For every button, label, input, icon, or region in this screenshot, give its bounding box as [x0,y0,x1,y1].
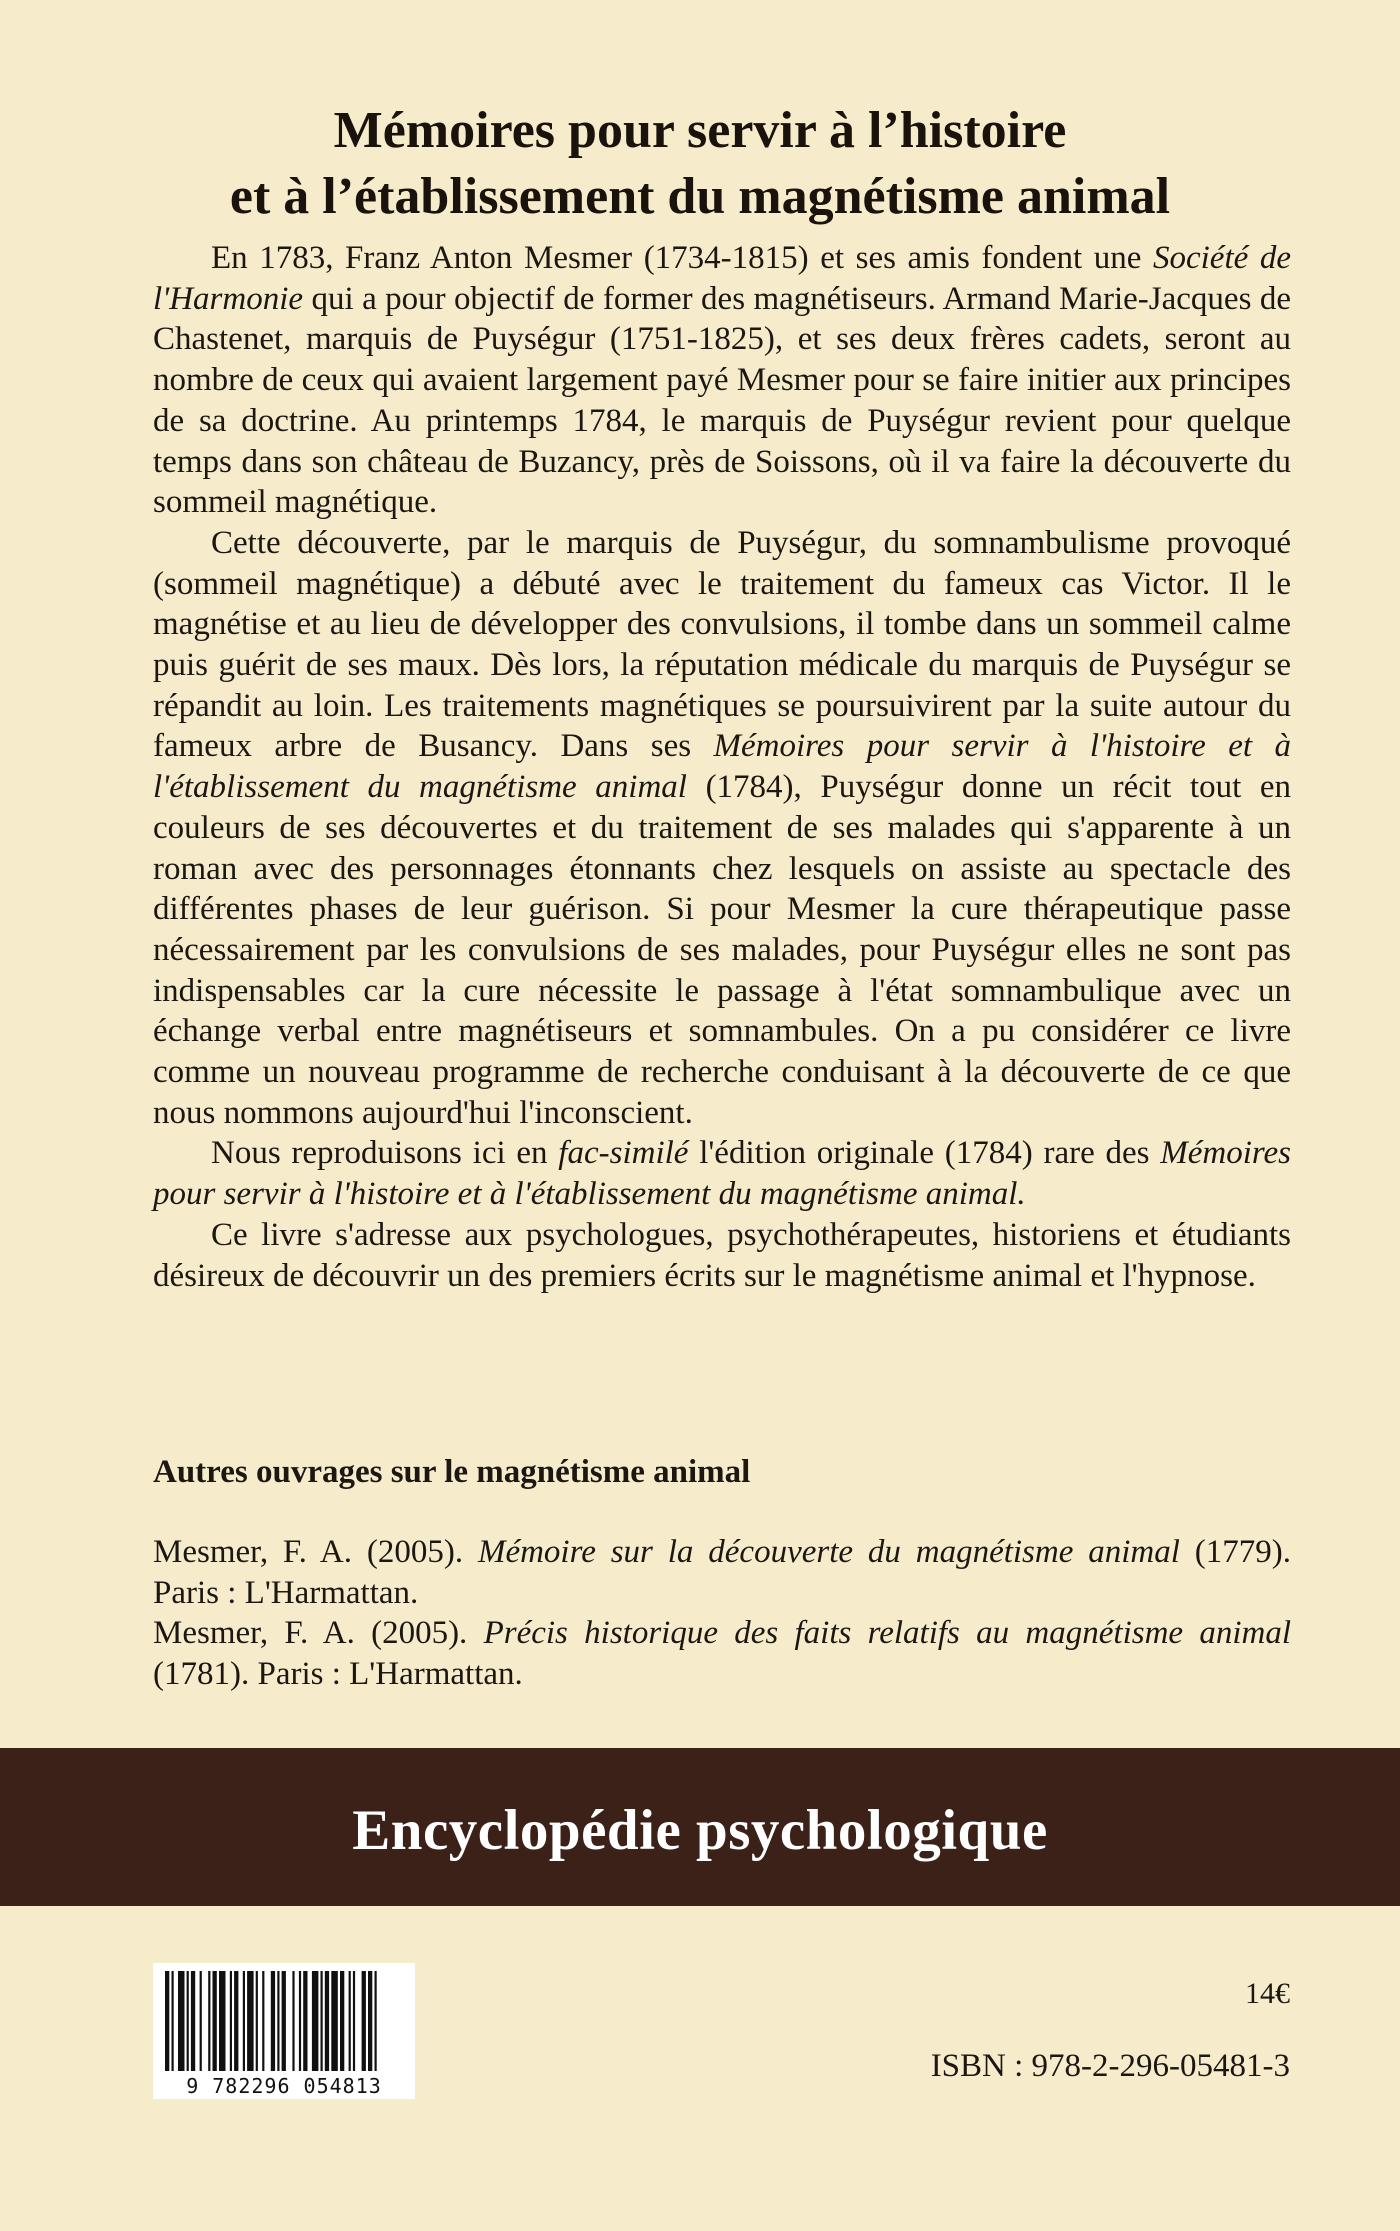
paragraph-2-text-c: (1784), Puységur donne un récit tout en couleurs de ses découvertes et du traitement de ses malades qui s'apparente à un roman avec des personnages étonnants chez lesquels on assiste au spectacle des différentes phases de leur guérison. Si pour Mesmer la cure thérapeutique passe nécessairement par les convulsions de ses malades, pour Puységur elles ne sont pas indispensables car la cure nécessite le passage à l'état somnambulique avec un échange verbal entre magnétiseurs et somnambules. On a pu considérer ce livre comme un nouveau programme de recherche conduisant à la découverte de ce que nous nommons aujourd'hui l'inconscient. [153,769,1291,1131]
other-works-list [153,1532,1291,1695]
barcode-bar [187,1971,189,2071]
barcode-bar [230,1971,232,2071]
reference-2-title: Précis historique des faits relatifs au magnétisme animal [483,1615,1291,1652]
paragraph-4: Ce livre s'adresse aux psychologues, psychothérapeutes, historiens et étudiants désireux de découvrir un des premiers écrits sur le magnétisme animal et l'hypnose. [153,1216,1291,1294]
blurb [153,238,1291,1296]
price: 14€ [1245,1977,1290,2010]
reference-2 [153,1613,1291,1694]
collection-title: Encyclopédie psychologique [352,1799,1048,1862]
barcode-bar [282,1971,286,2071]
paragraph-3-italic-d: Mémoires pour servir à l'histoire et à l'établissement du magnétisme animal. [153,1135,1291,1213]
reference-1-publisher: (1779). Paris : L'Harmattan. [153,1534,1291,1611]
cover-title [120,98,1280,230]
paragraph-1 [153,238,1291,523]
reference-1-title: Mémoire sur la découverte du magnétisme animal [477,1534,1180,1570]
reference-1 [153,1532,1291,1613]
barcode-bar [234,1971,238,2071]
title-line-1: Mémoires pour servir à l’histoire [333,102,1067,159]
barcode-bar [375,1971,377,2071]
barcode-bar [303,1971,307,2071]
barcode-bar [362,1971,366,2071]
barcode-bar [271,1971,275,2071]
paragraph-2-text-a: Cette découverte, par le marquis de Puységur, du somnambulisme provoqué (sommeil magnétique) a débuté avec le traitement du fameux cas Victor. Il le magnétise et au lieu de développer des convulsions, il tombe dans un sommeil calme puis guérit de ses maux. Dès lors, la réputation médicale du marquis de Puységur se répandit au loin. Les traitements magnétiques se poursuivirent par la suite autour du fameux arbre de Busancy. Dans ses [153,524,1291,765]
paragraph-3-text-c: l'édition originale (1784) rare des [688,1135,1161,1172]
barcode-bar [247,1971,254,2071]
barcode-bar [292,1971,294,2071]
barcode-bar [243,1971,245,2071]
barcode-bar [178,1971,185,2071]
barcode-bar [165,1971,169,2071]
paragraph-1-text-a: En 1783, Franz Anton Mesmer (1734-1815) et ses amis fondent une [211,240,1153,276]
barcode-bar [321,1971,323,2071]
barcode-bars [153,1963,415,2075]
barcode-bar [208,1971,210,2071]
barcode-bar [349,1971,351,2071]
isbn: ISBN : 978-2-296-05481-3 [930,2048,1290,2084]
other-works-heading: Autres ouvrages sur le magnétisme animal [153,1454,751,1490]
paragraph-2-italic: Mémoires pour servir à l'histoire et à l'établissement du magnétisme animal [153,728,1292,806]
barcode-bar [191,1971,195,2071]
barcode [153,1963,415,2099]
barcode-bar [340,1971,344,2071]
barcode-bar [325,1971,329,2071]
barcode-bar [312,1971,319,2071]
barcode-bar [353,1971,355,2071]
reference-2-publisher: (1781). Paris : L'Harmattan. [153,1656,523,1693]
barcode-bar [256,1971,258,2071]
paragraph-2 [153,523,1291,1134]
barcode-number: 9 782296 054813 [186,2074,382,2098]
barcode-bar [277,1971,279,2071]
paragraph-3 [153,1133,1291,1214]
barcode-bar [200,1971,202,2071]
reference-1-author: Mesmer, F. A. (2005). [153,1534,478,1570]
barcode-bar [262,1971,264,2071]
reference-2-author: Mesmer, F. A. (2005). [153,1615,484,1652]
barcode-bar [219,1971,226,2071]
paragraph-1-text-c: qui a pour objectif de former des magnétiseurs. Armand Marie-Jacques de Chastenet, marquis de Puységur (1751-1825), et ses deux frères cadets, seront au nombre de ceux qui avaient largement payé Mesmer pour se faire initier aux principes de sa doctrine. Au printemps 1784, le marquis de Puységur revient pour quelque temps dans son château de Buzancy, près de Soissons, où il va faire la découverte du sommeil magnétique. [153,280,1291,521]
paragraph-3-text-a: Nous reproduisons ici en [211,1135,559,1172]
barcode-bar [331,1971,338,2071]
paragraph-3-italic-b: fac-similé [558,1135,689,1172]
title-line-2: et à l’établissement du magnétisme animal [229,168,1171,225]
barcode-bar [172,1971,174,2071]
barcode-bar [299,1971,301,2071]
paragraph-1-italic: Société de l'Harmonie [153,240,1291,317]
barcode-bar [213,1971,217,2071]
barcode-bar [368,1971,372,2071]
